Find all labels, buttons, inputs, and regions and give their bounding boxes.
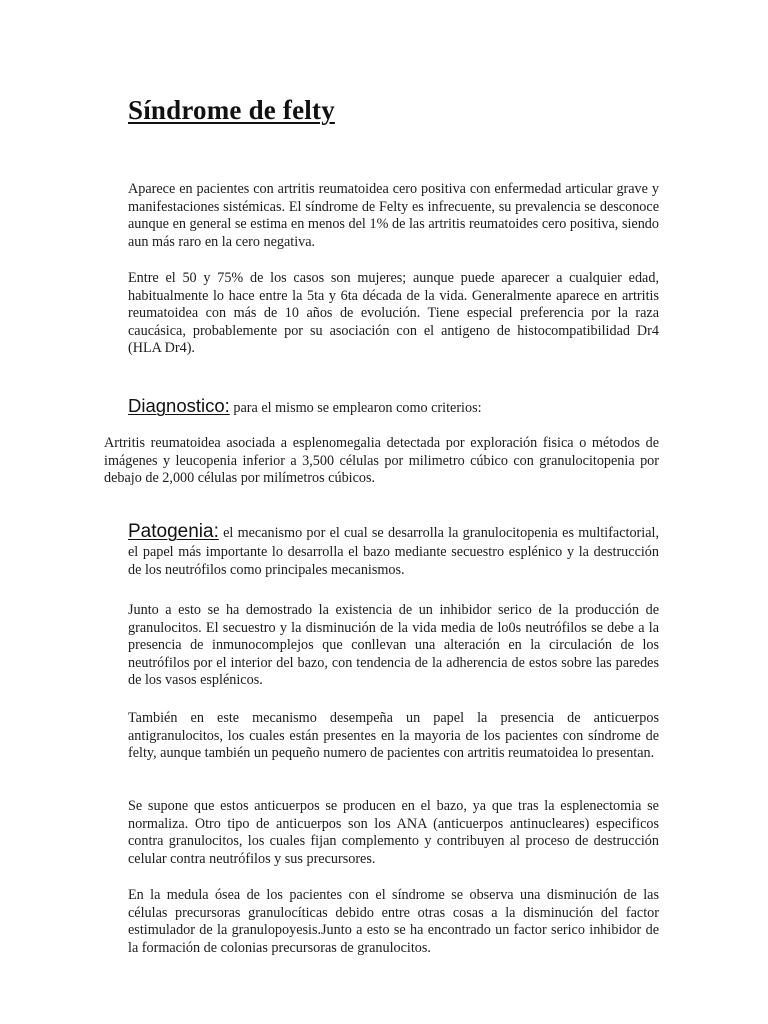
- intro-paragraph-1: Aparece en pacientes con artritis reumatoidea cero positiva con enfermedad articular grave y manifestaciones sistémicas. El síndrome de Felty es infrecuente, su prevalencia se desconoce aunque en general se estima en menos del 1% de las artritis reumatoides cero positiva, siendo aun más raro en la cero negativa.: [128, 181, 659, 250]
- patogenia-heading: Patogenia:: [128, 521, 219, 542]
- diagnostico-intro-text: para el mismo se emplearon como criterios:: [229, 400, 482, 416]
- patogenia-first-text: el mecanismo por el cual se desarrolla la granulocitopenia es multifactorial, el papel más importante lo desarrolla el bazo mediante secuestro esplénico y la destrucción de los neutrófilos como principales mecanismos.: [128, 525, 659, 578]
- patogenia-paragraph-2: Junto a esto se ha demostrado la existencia de un inhibidor serico de la producción de granulocitos. El secuestro y la disminución de la vida media de lo0s neutrófilos se debe a la presencia de inmunocomplejos que conllevan una alteración en la circulación de los neutrófilos por el interior del bazo, con tendencia de la adherencia de estos sobre las paredes de los vasos esplénicos.: [128, 602, 659, 689]
- patogenia-paragraph-4: Se supone que estos anticuerpos se producen en el bazo, ya que tras la esplenectomia se normaliza. Otro tipo de anticuerpos son los ANA (anticuerpos antinucleares) especificos contra granulocitos, los cuales fijan complemento y contribuyen al proceso de destrucción celular contra neutrófilos y sus precursores.: [128, 798, 659, 867]
- patogenia-paragraph-1: [128, 523, 659, 580]
- diagnostico-paragraph: Artritis reumatoidea asociada a esplenomegalia detectada por exploración fisica o métodos de imágenes y leucopenia inferior a 3,500 células por milimetro cúbico con granulocitopenia por debajo de 2,000 células por milímetros cúbicos.: [104, 435, 659, 487]
- document-title: Síndrome de felty: [128, 95, 335, 125]
- diagnostico-heading: Diagnostico:: [128, 395, 230, 416]
- patogenia-paragraph-3: También en este mecanismo desempeña un papel la presencia de anticuerpos antigranulocitos, los cuales están presentes en la mayoria de los pacientes con síndrome de felty, aunque también un pequeño numero de pacientes con artritis reumatoidea lo presentan.: [128, 710, 659, 762]
- diagnostico-line: [128, 395, 668, 417]
- intro-paragraph-2: Entre el 50 y 75% de los casos son mujeres; aunque puede aparecer a cualquier edad, habitualmente lo hace entre la 5ta y 6ta década de la vida. Generalmente aparece en artritis reumatoidea con más de 10 años de evolución. Tiene especial preferencia por la raza caucásica, probablemente por su asociación con el antigeno de histocompatibilidad Dr4 (HLA Dr4).: [128, 270, 659, 357]
- patogenia-paragraph-5: En la medula ósea de los pacientes con el síndrome se observa una disminución de las células precursoras granulocíticas debido entre otras cosas a la disminución del factor estimulador de la granulopoyesis.Junto a esto se ha encontrado un factor serico inhibidor de la formación de colonias precursoras de granulocitos.: [128, 887, 659, 956]
